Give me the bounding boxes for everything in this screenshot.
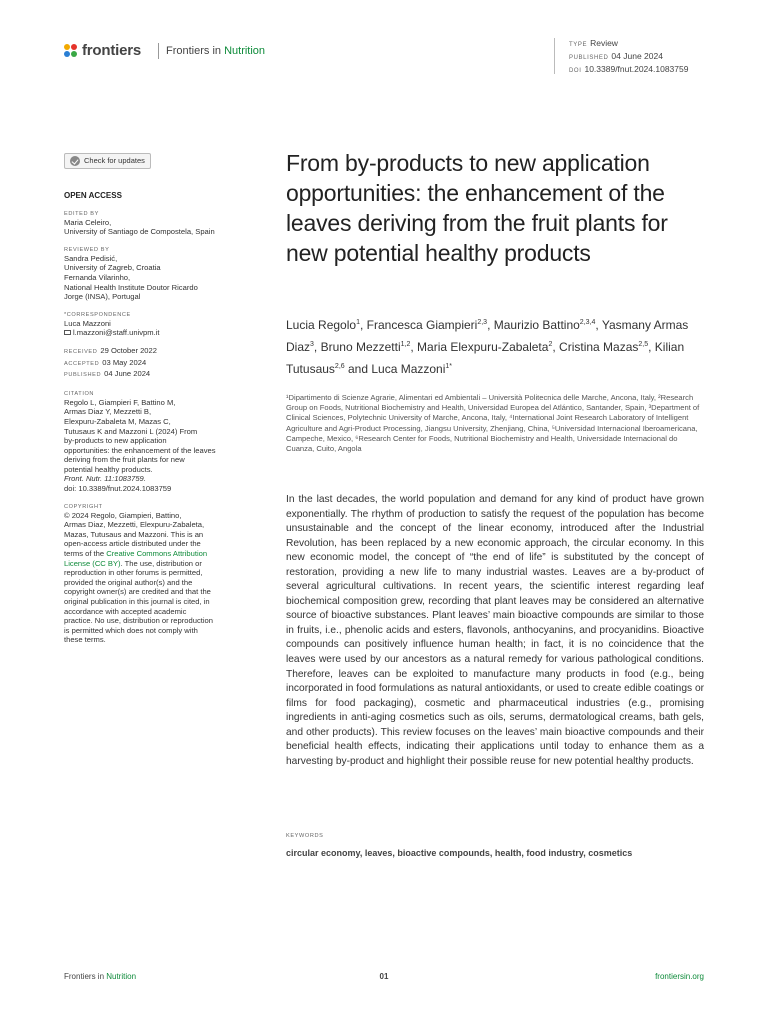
author-separator: , [487, 318, 494, 332]
author-separator: , [648, 340, 655, 354]
citation-journal: Front. Nutr. 11:1083759. [64, 474, 146, 484]
article-sidebar [64, 153, 244, 645]
received-date: 29 October 2022 [100, 345, 157, 355]
editor-name: Maria Celeiro, [64, 217, 112, 227]
affiliations: ¹Dipartimento di Scienze Agrarie, Alimentari ed Ambientali – Università Politecnica delle Marche, Ancona, Italy, ²Research Group on Foods, Nutritional Biochemistry and Health, Universidad Europea del Atlántico, Santander, Spain, ³Department of Clinical Sciences, Polytechnic University of Marche, Ancona, Italy, ⁴International Joint Research Laboratory of Intelligent Agriculture and Agri-Product Processing, Jiangsu University, Zhenjiang, China, ⁵Universidad Internacional Iberoamericana, Campeche, Mexico, ⁶Research Center for Foods, Nutritional Biochemistry and Health, Universidade Internacional do Cuanza, Cuito, Angola [286, 393, 700, 454]
author-name[interactable]: Bruno Mezzetti [320, 340, 401, 354]
author-separator: , [552, 340, 560, 354]
author-affiliation-marker: 1 [356, 319, 360, 326]
journal-prefix: Frontiers in [166, 45, 225, 57]
copyright-line: © 2024 Regolo, Giampieri, Battino, [64, 510, 182, 520]
mail-icon [64, 330, 71, 335]
frontiers-logo-icon [64, 44, 78, 58]
author-name[interactable]: Yasmany Armas Diaz [286, 318, 689, 354]
published-label: PUBLISHED [569, 55, 609, 61]
page-header [64, 40, 704, 80]
article-meta [554, 38, 688, 74]
open-access-label: OPEN ACCESS [64, 191, 122, 200]
copyright-line: Mazas, Tutusaus and Mazzoni. This is an [64, 529, 204, 539]
correspondence [64, 319, 244, 338]
author-affiliation-marker: 2,3 [477, 319, 488, 326]
author-affiliation-marker: 1,2 [400, 341, 411, 348]
citation-line: opportunities: the enhancement of the leaves [64, 445, 216, 455]
header-divider [158, 43, 159, 59]
correspondence-name: Luca Mazzoni [64, 318, 111, 328]
author-name[interactable]: Maurizio Battino [493, 318, 580, 332]
published-date: 04 June 2024 [104, 369, 151, 379]
citation-line: by-products to new application [64, 436, 167, 446]
author-name[interactable]: Francesca Giampieri [366, 318, 478, 332]
article-dates [64, 346, 244, 381]
edited-by-label: EDITED BY [64, 210, 99, 217]
copyright-line: practice. No use, distribution or reproduction [64, 616, 213, 626]
type-label: TYPE [569, 42, 588, 48]
citation-line: potential healthy products. [64, 464, 153, 474]
check-updates-button[interactable] [64, 153, 151, 169]
author-name[interactable]: Kilian Tutusaus [286, 340, 685, 376]
abstract: In the last decades, the world population and demand for any kind of product have grown exponentially. The rhythm of production to satisfy the request of the population has become unsustainable and the concept of the linear economy, introduced after the Industrial Revolution, has been replaced by a new economic approach, the circular economy. In this new economic model, the concept of “the end of life” is substituted by the concept of restoration, providing a new life to many industrial wastes. Leaves are a by-product of several agricultural cultivations. In recent years, the scientific interest regarding leaf biochemical composition grew, recording that plant leaves may be considered an alternative source of bioactive substances. Plant leaves’ main bioactive compounds are similar to those in fruits, i.e., phenolic acids and esters, flavonols, anthocyanins, and procyanidins. Bioactive compounds can positively influence human health; in fact, it is no coincidence that the leaves were used by our ancestors as a natural remedy for various pathological conditions. Therefore, leaves can be exploited to manufacture many products in food (e.g., being incorporated in food formulations as natural antioxidants, or used to create edible coatings or films for food packaging), cosmetic and pharmaceutical industries (e.g., promising ingredients in anti-aging cosmetics such as oils, serums, dermatological creams, bath gels, and other products). This review focuses on the leaves’ main bioactive compounds and their beneficial health effects, indicating their applications until today to enhance them as a harvesting by-product and highlight their possible reuse for new potential healthy products. [286, 494, 704, 767]
reviewer-line: Sandra Pedisić, [64, 253, 118, 263]
accepted-label: ACCEPTED [64, 360, 100, 367]
citation-label: CITATION [64, 390, 95, 397]
correspondence-email[interactable]: l.mazzoni@staff.univpm.it [73, 328, 160, 338]
citation-line: deriving from the fruit plants for new [64, 455, 185, 465]
copyright-label: COPYRIGHT [64, 503, 103, 510]
published-value: 04 June 2024 [611, 51, 663, 61]
type-value: Review [590, 38, 618, 48]
author-affiliation-marker: 2 [548, 341, 553, 348]
copyright-line: provided the original author(s) and the [64, 577, 193, 587]
correspondence-label: *CORRESPONDENCE [64, 311, 131, 318]
author-separator: , [313, 340, 321, 354]
author-name[interactable]: Maria Elexpuru-Zabaleta [417, 340, 549, 354]
article-title: From by-products to new application opportunities: the enhancement of the leaves deriving from the fruit plants for new potential healthy products [286, 150, 668, 266]
cc-license-link[interactable]: Creative Commons Attribution [106, 549, 208, 559]
published-label: PUBLISHED [64, 372, 102, 379]
author-affiliation-marker: 2,3,4 [579, 319, 596, 326]
citation [64, 398, 244, 494]
copyright [64, 511, 244, 645]
footer-journal[interactable] [64, 972, 136, 981]
author-affiliation-marker: 1* [445, 363, 453, 370]
doi-value[interactable]: 10.3389/fnut.2024.1083759 [584, 64, 689, 74]
copyright-line: open-access article distributed under the [64, 539, 201, 549]
reviewed-by-label: REVIEWED BY [64, 246, 110, 253]
citation-line: Armas Diaz Y, Mezzetti B, [64, 407, 152, 417]
citation-line: Regolo L, Giampieri F, Battino M, [64, 397, 176, 407]
journal-title: Nutrition [224, 45, 266, 57]
author-affiliation-marker: 2,6 [334, 363, 345, 370]
copyright-line: reproduction in other forums is permitted, [64, 568, 203, 578]
accepted-date: 03 May 2024 [102, 357, 147, 367]
citation-line: Elexpuru-Zabaleta M, Mazas C, [64, 416, 171, 426]
author-name[interactable]: Lucia Regolo [286, 318, 357, 332]
author-affiliation-marker: 3 [310, 341, 314, 348]
author-affiliation-marker: 2,5 [638, 341, 649, 348]
author-separator: , [359, 318, 367, 332]
citation-line: Tutusaus K and Mazzoni L (2024) From [64, 426, 198, 436]
copyright-license-line [64, 559, 244, 569]
copyright-line: Armas Diaz, Mezzetti, Elexpuru-Zabaleta, [64, 520, 205, 530]
author-name[interactable]: and Luca Mazzoni [348, 362, 446, 376]
copyright-line: copyright owner(s) are credited and that the [64, 587, 211, 597]
page-number: 01 [379, 972, 389, 981]
cc-license-link-cont[interactable]: License (CC BY) [64, 558, 121, 568]
copyright-line: these terms. [64, 635, 106, 645]
terms-prefix: terms of the [64, 549, 107, 559]
footer-journal-prefix: Frontiers in [64, 972, 107, 981]
check-icon [70, 156, 80, 166]
keywords: circular economy, leaves, bioactive compounds, health, food industry, cosmetics [286, 848, 633, 858]
editor-affiliation: University of Santiago de Compostela, Spain [64, 227, 215, 237]
frontiers-logo[interactable] [64, 42, 141, 59]
copyright-line: is permitted which does not comply with [64, 625, 198, 635]
terms-suffix: . The use, distribution or [120, 558, 202, 568]
author-list [286, 313, 706, 379]
received-label: RECEIVED [64, 348, 98, 355]
correspondence-email-line[interactable] [64, 328, 244, 338]
check-updates-label: Check for updates [84, 156, 145, 166]
footer-journal-name: Nutrition [106, 972, 137, 981]
reviewer-line: University of Zagreb, Croatia [64, 263, 161, 273]
author-name[interactable]: Cristina Mazas [559, 340, 639, 354]
reviewer-line: National Health Institute Doutor Ricardo [64, 282, 198, 292]
edited-by [64, 218, 244, 237]
keywords-label: KEYWORDS [286, 833, 324, 839]
logo-text: frontiers [82, 42, 142, 59]
page-footer [64, 972, 704, 984]
reviewer-line: Fernanda Vilarinho, [64, 272, 131, 282]
copyright-line: accordance with accepted academic [64, 606, 187, 616]
reviewed-by [64, 254, 244, 302]
journal-name[interactable] [166, 45, 265, 57]
reviewer-line: Jorge (INSA), Portugal [64, 292, 141, 302]
site-link[interactable]: frontiersin.org [655, 972, 704, 981]
copyright-line: original publication in this journal is cited, in [64, 597, 210, 606]
copyright-terms-line [64, 549, 244, 559]
author-separator: , [595, 318, 602, 332]
doi-label: DOI [569, 68, 582, 74]
author-separator: , [410, 340, 418, 354]
citation-doi[interactable]: doi: 10.3389/fnut.2024.1083759 [64, 484, 172, 494]
